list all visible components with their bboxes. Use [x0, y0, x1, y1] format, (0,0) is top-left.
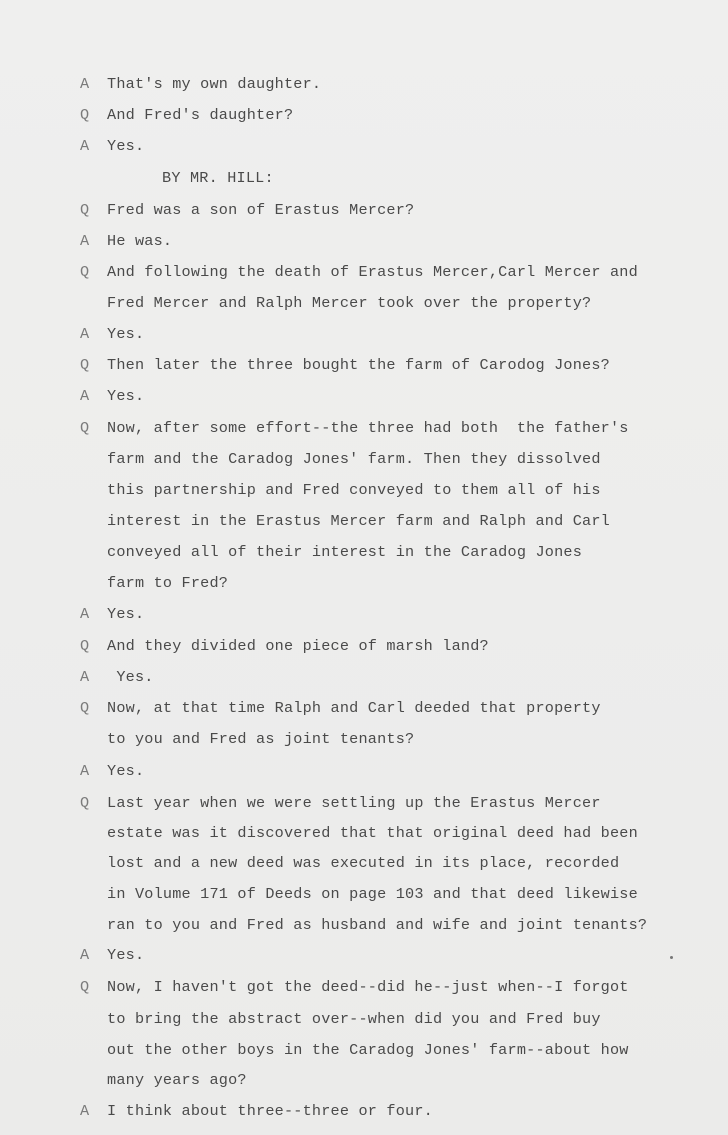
answer-text-line: That's my own daughter.	[107, 75, 322, 93]
question-text-line: estate was it discovered that that original deed had been	[107, 824, 638, 842]
question-text-line: farm and the Caradog Jones' farm. Then they dissolved	[107, 450, 601, 468]
question-marker: Q	[80, 978, 90, 996]
question-marker: Q	[80, 263, 90, 281]
question-text-line: Fred Mercer and Ralph Mercer took over the property?	[107, 294, 592, 312]
answer-text-line: Yes.	[107, 605, 145, 623]
answer-text-line: I think about three--three or four.	[107, 1102, 433, 1120]
question-marker: Q	[80, 794, 90, 812]
question-text-line: conveyed all of their interest in the Caradog Jones	[107, 543, 583, 561]
question-text-line: And they divided one piece of marsh land?	[107, 637, 489, 655]
question-text-line: this partnership and Fred conveyed to them all of his	[107, 481, 601, 499]
question-text-line: in Volume 171 of Deeds on page 103 and that deed likewise	[107, 885, 638, 903]
answer-text-line: Yes.	[107, 387, 145, 405]
question-marker: Q	[80, 637, 90, 655]
answer-marker: A	[80, 762, 90, 780]
question-marker: Q	[80, 106, 90, 124]
answer-marker: A	[80, 1102, 90, 1120]
question-text-line: Now, after some effort--the three had both the father's	[107, 419, 629, 437]
question-marker: Q	[80, 419, 90, 437]
question-text-line: ran to you and Fred as husband and wife and joint tenants?	[107, 916, 648, 934]
answer-marker: A	[80, 668, 90, 686]
answer-text-line: Yes.	[107, 946, 145, 964]
question-marker: Q	[80, 201, 90, 219]
answer-text-line: He was.	[107, 232, 173, 250]
question-text-line: to you and Fred as joint tenants?	[107, 730, 415, 748]
answer-text-line: Yes.	[107, 137, 145, 155]
question-text-line: to bring the abstract over--when did you and Fred buy	[107, 1010, 601, 1028]
question-text-line: Then later the three bought the farm of Carodog Jones?	[107, 356, 610, 374]
question-text-line: Last year when we were settling up the Erastus Mercer	[107, 794, 601, 812]
question-text-line: Now, I haven't got the deed--did he--just when--I forgot	[107, 978, 629, 996]
question-marker: Q	[80, 699, 90, 717]
answer-text-line: Yes.	[107, 762, 145, 780]
answer-marker: A	[80, 605, 90, 623]
question-text-line: Now, at that time Ralph and Carl deeded that property	[107, 699, 601, 717]
question-text-line: out the other boys in the Caradog Jones' farm--about how	[107, 1041, 629, 1059]
question-text-line: And following the death of Erastus Mercer,Carl Mercer and	[107, 263, 638, 281]
answer-marker: A	[80, 75, 90, 93]
answer-marker: A	[80, 325, 90, 343]
question-marker: Q	[80, 356, 90, 374]
question-text-line: And Fred's daughter?	[107, 106, 294, 124]
ink-speck	[670, 956, 673, 959]
answer-text-line: Yes.	[107, 325, 145, 343]
question-text-line: interest in the Erastus Mercer farm and Ralph and Carl	[107, 512, 610, 530]
question-text-line: Fred was a son of Erastus Mercer?	[107, 201, 415, 219]
answer-text-line: Yes.	[107, 668, 154, 686]
question-text-line: many years ago?	[107, 1071, 247, 1089]
answer-marker: A	[80, 232, 90, 250]
answer-marker: A	[80, 946, 90, 964]
answer-marker: A	[80, 137, 90, 155]
answer-marker: A	[80, 387, 90, 405]
examiner-heading: BY MR. HILL:	[162, 169, 274, 187]
question-text-line: farm to Fred?	[107, 574, 229, 592]
question-text-line: lost and a new deed was executed in its place, recorded	[107, 854, 620, 872]
